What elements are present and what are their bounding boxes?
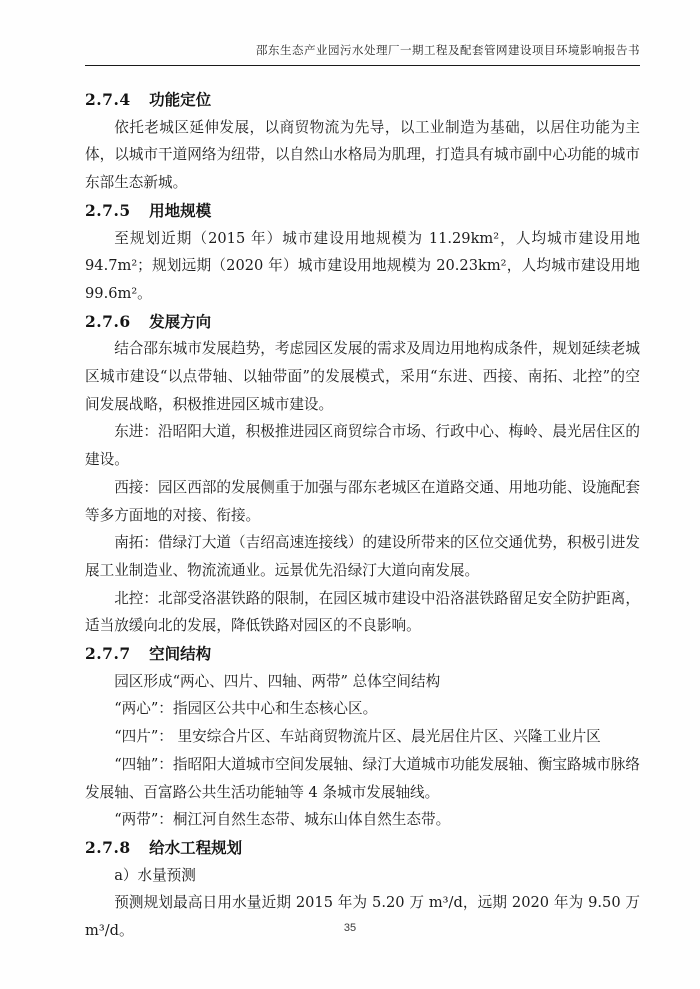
section-number: 2.7.8 bbox=[85, 837, 131, 857]
section-title: 发展方向 bbox=[149, 311, 212, 331]
paragraph: 园区形成“两心、四片、四轴、两带” 总体空间结构 bbox=[114, 672, 441, 690]
section-number: 2.7.6 bbox=[85, 311, 131, 331]
paragraph: 依托老城区延伸发展，以商贸物流为先导，以工业制造为基础，以居住功能为主体，以城市干道网络为纽带，以自然山水格局为肌理，打造具有城市副中心功能的城市东部生态新城。 bbox=[85, 118, 640, 192]
section-title: 给水工程规划 bbox=[149, 837, 243, 857]
section-number: 2.7.7 bbox=[85, 644, 131, 664]
section-spatial-structure bbox=[85, 640, 640, 834]
paragraph: “两带”：桐江河自然生态带、城东山体自然生态带。 bbox=[114, 811, 451, 829]
paragraph: “四轴”：指昭阳大道城市空间发展轴、绿汀大道城市功能发展轴、衡宝路城市脉络发展轴、百富路公共生活功能轴等 4 条城市发展轴线。 bbox=[85, 755, 640, 801]
section-number: 2.7.5 bbox=[85, 200, 131, 220]
section-heading bbox=[85, 308, 640, 336]
section-functional-positioning bbox=[85, 86, 640, 197]
paragraph: 东进：沿昭阳大道，积极推进园区商贸综合市场、行政中心、梅岭、晨光居住区的建设。 bbox=[85, 423, 640, 469]
paragraph: 预测规划最高日用水量近期 2015 年为 5.20 万 m³/d，远期 2020 年为 9.50 万 m³/d。 bbox=[85, 894, 640, 940]
section-title: 用地规模 bbox=[149, 200, 212, 220]
section-title: 功能定位 bbox=[149, 90, 212, 109]
section-development-direction bbox=[85, 308, 640, 640]
page-footer bbox=[0, 922, 700, 934]
paragraph: “两心”：指园区公共中心和生态核心区。 bbox=[114, 700, 378, 718]
paragraph: 南拓：借绿汀大道（吉绍高速连接线）的建设所带来的区位交通优势，积极引进发展工业制造业、物流流通业。远景优先沿绿汀大道向南发展。 bbox=[85, 534, 640, 579]
document-body bbox=[85, 86, 640, 945]
paragraph: 至规划近期（2015 年）城市建设用地规模为 11.29km²，人均城市建设用地 94.7m²；规划远期（2020 年）城市建设用地规模为 20.23km²，人均城市建设用地 99.6m²。 bbox=[85, 229, 640, 302]
paragraph: 北控：北部受洛湛铁路的限制，在园区城市建设中沿洛湛铁路留足安全防护距离，适当放缓向北的发展，降低铁路对园区的不良影响。 bbox=[85, 589, 640, 635]
paragraph: “四片”： 里安综合片区、车站商贸物流片区、晨光居住片区、兴隆工业片区 bbox=[114, 728, 601, 746]
paragraph: a）水量预测 bbox=[114, 866, 196, 884]
paragraph: 结合邵东城市发展趋势，考虑园区发展的需求及周边用地构成条件，规划延续老城区城市建设“以点带轴、以轴带面”的发展模式，采用“东进、西接、南拓、北控”的空间发展战略，积极推进园区城市建设。 bbox=[85, 340, 640, 413]
header-report-title: 邵东生态产业园污水处理厂一期工程及配套管网建设项目环境影响报告书 bbox=[256, 43, 640, 57]
page-number: 35 bbox=[343, 922, 357, 934]
paragraph: 西接：园区西部的发展侧重于加强与邵东老城区在道路交通、用地功能、设施配套等多方面地的对接、衔接。 bbox=[85, 478, 640, 524]
section-heading bbox=[85, 834, 640, 862]
page-header bbox=[85, 42, 640, 66]
section-number: 2.7.4 bbox=[85, 90, 131, 109]
section-heading bbox=[85, 86, 640, 114]
section-title: 空间结构 bbox=[149, 644, 212, 664]
section-land-scale bbox=[85, 197, 640, 308]
section-heading bbox=[85, 640, 640, 668]
section-heading bbox=[85, 197, 640, 225]
